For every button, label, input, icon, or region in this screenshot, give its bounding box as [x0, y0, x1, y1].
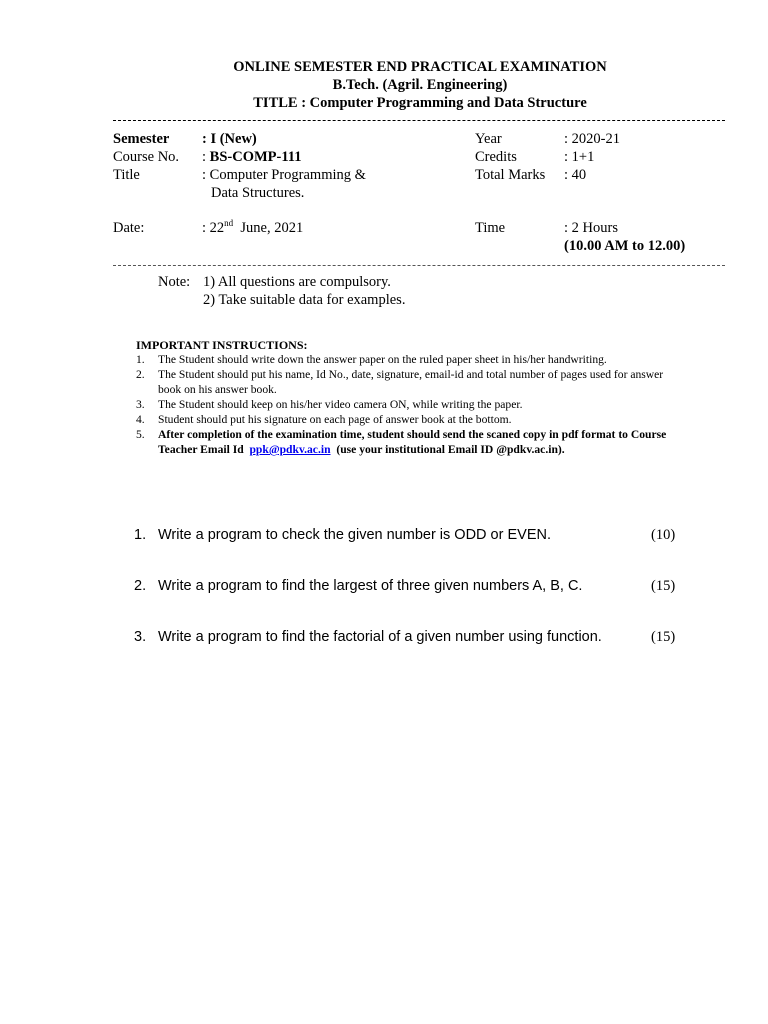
course-code: BS-COMP-111 — [209, 149, 302, 165]
credits-value: : 1+1 — [564, 149, 595, 165]
title-value-line1: : Computer Programming & — [202, 167, 366, 183]
question-marks: (15) — [651, 629, 676, 645]
instruction-text-continued — [158, 443, 565, 456]
instruction-number: 2. — [136, 368, 145, 381]
question-text: Write a program to find the factorial of a given number using function. — [158, 629, 602, 645]
teacher-email-link[interactable]: ppk@pdkv.ac.in — [249, 443, 331, 456]
semester-label: Semester — [113, 131, 170, 147]
course-no-value: : BS-COMP-111 — [202, 149, 302, 165]
date-label: Date: — [113, 220, 145, 236]
info-divider — [113, 265, 725, 266]
instruction-number: 5. — [136, 428, 145, 441]
time-value: : 2 Hours — [564, 220, 618, 236]
instruction-number: 1. — [136, 353, 145, 366]
note-line1: 1) All questions are compulsory. — [203, 274, 391, 290]
program-name: B.Tech. (Agril. Engineering) — [332, 77, 508, 93]
title-value-line2: Data Structures. — [211, 185, 305, 201]
email-prefix: Teacher Email Id — [158, 443, 244, 456]
instruction-number: 4. — [136, 413, 145, 426]
instruction-text: The Student should put his name, Id No., date, signature, email-id and total number of pages used for answer — [158, 368, 664, 381]
exam-title: ONLINE SEMESTER END PRACTICAL EXAMINATION — [233, 59, 607, 75]
paper-title: TITLE : Computer Programming and Data Structure — [253, 95, 587, 111]
date-month-year: June, 2021 — [240, 220, 304, 236]
email-suffix: (use your institutional Email ID @pdkv.ac.in). — [336, 443, 565, 456]
credits-label: Credits — [475, 149, 517, 165]
instructions-title: IMPORTANT INSTRUCTIONS: — [136, 338, 308, 352]
question-marks: (10) — [651, 527, 676, 543]
time-label: Time — [475, 220, 506, 236]
semester-value: : I (New) — [202, 131, 257, 147]
question-number: 2. — [134, 578, 147, 594]
total-marks-value: : 40 — [564, 167, 587, 183]
course-no-label: Course No. — [113, 149, 180, 165]
instruction-text-continued: book on his answer book. — [158, 383, 277, 396]
instruction-text: The Student should write down the answer paper on the ruled paper sheet in his/her handwriting. — [158, 353, 607, 366]
time-range: (10.00 AM to 12.00) — [564, 238, 686, 254]
year-label: Year — [475, 131, 502, 147]
instruction-text: After completion of the examination time, student should send the scaned copy in pdf format to Course — [158, 428, 667, 441]
question-marks: (15) — [651, 578, 676, 594]
question-number: 3. — [134, 629, 147, 645]
date-value — [202, 220, 303, 237]
year-value: : 2020-21 — [564, 131, 620, 147]
title-label: Title — [113, 167, 140, 183]
total-marks-label: Total Marks — [475, 167, 546, 183]
question-number: 1. — [134, 527, 147, 543]
note-line2: 2) Take suitable data for examples. — [203, 292, 406, 308]
note-label: Note: — [158, 274, 191, 290]
header-divider — [113, 120, 725, 121]
question-text: Write a program to check the given number is ODD or EVEN. — [158, 527, 551, 543]
date-ordinal: nd — [224, 218, 234, 229]
instruction-number: 3. — [136, 398, 145, 411]
instruction-text: The Student should keep on his/her video camera ON, while writing the paper. — [158, 398, 523, 411]
instruction-text: Student should put his signature on each page of answer book at the bottom. — [158, 413, 512, 426]
question-text: Write a program to find the largest of three given numbers A, B, C. — [158, 578, 583, 594]
date-day: : 22 — [202, 220, 225, 236]
